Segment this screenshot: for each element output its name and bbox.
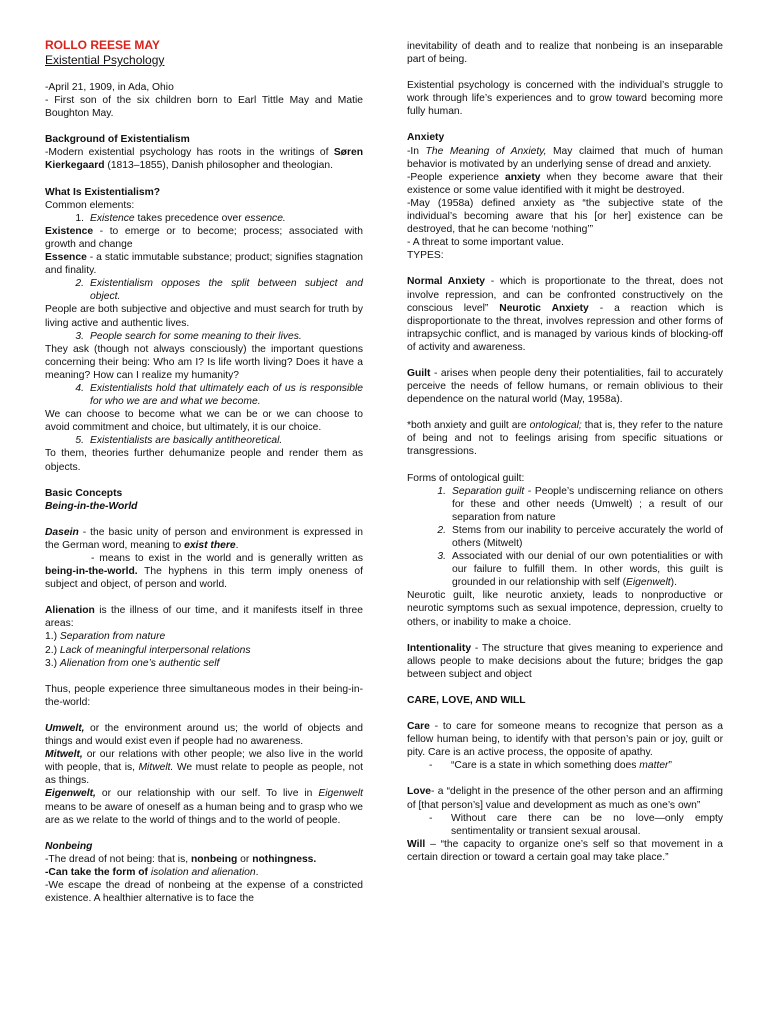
love-note: - Without care there can be no love—only empty sentimentality or transient sexual arousal. xyxy=(429,812,723,837)
existence-definition: Existence - to emerge or to become; process; associated with growth and change xyxy=(45,225,363,250)
eigenwelt-definition: Eigenwelt, or our relationship with our self. To live in Eigenwelt means to be aware of oneself as a human being and to grasp who we are as we relate to the world of things and to the world of people. xyxy=(45,788,363,826)
care-love-will-heading: CARE, LOVE, AND WILL xyxy=(407,694,526,706)
anxiety-line-4: - A threat to some important value. xyxy=(407,237,564,249)
nonbeing-heading: Nonbeing xyxy=(45,840,93,852)
neurotic-guilt-text: Neurotic guilt, like neurotic anxiety, leads to nonproductive or neurotic symptoms such as sexual impotence, depression, cruelty to others, or inability to make a choice. xyxy=(407,590,723,628)
what-heading: What Is Existentialism? xyxy=(45,186,161,198)
alienation-area-3: 3.) Alienation from one’s authentic self xyxy=(45,657,220,669)
paragraph: We can choose to become what we can be or we can choose to avoid commitment and choice, but ultimately, it is our choice. xyxy=(45,409,363,434)
anxiety-line-3: -May (1958a) defined anxiety as “the subjective state of the individual’s becoming aware that his [or her] existence can be destroyed, that he can become ‘nothing’” xyxy=(407,197,723,236)
care-definition: Care - to care for someone means to recognize that person as a fellow human being, to identify with that person’s pain or joy, guilt or pity. Care is an active process, the opposite of apathy. xyxy=(407,721,723,759)
mitwelt-definition: Mitwelt, or our relations with other people; we also live in the world with people, that is, Mitwelt. We must relate to people as people, not as things. xyxy=(45,749,363,787)
list-item: 4. Existentialists hold that ultimately each of us is responsible for who we are and what we become. xyxy=(75,382,363,408)
ontological-note: *both anxiety and guilt are ontological; that is, they refer to the nature of being and not to feelings arising from specific situations or transgressions. xyxy=(407,420,723,458)
forms-heading: Forms of ontological guilt: xyxy=(407,472,525,484)
paragraph: They ask (though not always consciously) the important questions concerning their being: Who am I? Is life worth living? Does it have a meaning? How can I realize my humanity? xyxy=(45,343,363,381)
list-item: 5. Existentialists are basically antitheoretical. xyxy=(75,435,283,447)
document-subtitle: Existential Psychology xyxy=(45,53,165,67)
types-label: TYPES: xyxy=(407,250,444,262)
left-column xyxy=(45,38,363,905)
common-elements-label: Common elements: xyxy=(45,199,135,211)
list-item: 2. Existentialism opposes the split between subject and object. xyxy=(75,278,363,303)
document-title: ROLLO REESE MAY xyxy=(45,38,160,52)
dasein-explanation: - means to exist in the world and is generally written as being-in-the-world. The hyphens in this term imply oneness of subject and object, of person and world. xyxy=(45,553,363,591)
list-item: 3. Associated with our denial of our own potentialities or with our failure to fulfill them. In other words, this guilt is grounded in our relationship with self (Eigenwelt). xyxy=(437,551,723,589)
list-item: 1. Separation guilt - People’s undiscerning reliance on others for these and other needs (Umwelt) ; a result of our separation from nature xyxy=(437,485,723,523)
umwelt-definition: Umwelt, or the environment around us; the world of objects and things and would exist even if people had no awareness. xyxy=(45,722,363,748)
list-item: 2. Stems from our inability to perceive accurately the world of others (Mitwelt) xyxy=(437,524,723,549)
list-item: 1. Existence takes precedence over essence. xyxy=(75,212,286,224)
essence-definition: Essence - a static immutable substance; product; signifies stagnation and finality. xyxy=(45,252,363,277)
bio-family: - First son of the six children born to Earl Tittle May and Matie Boughton May. xyxy=(45,95,363,120)
dasein-definition: Dasein - the basic unity of person and environment is expressed in the German word, meaning to exist there. xyxy=(45,526,363,551)
normal-anxiety-definition: Normal Anxiety - which is proportionate to the threat, does not involve repression, and can be confronted constructively on the conscious level” Neurotic Anxiety - a reaction which is disproportionate to the threat, involves repression and other forms of intrapsychic conflict, and is managed by various kinds of blocking-off of activity and awareness. xyxy=(407,276,723,353)
nonbeing-line-1: -The dread of not being: that is, nonbeing or nothingness. xyxy=(45,853,317,865)
anxiety-line-1: -In The Meaning of Anxiety, May claimed that much of human behavior is motivated by an underlying sense of dread and anxiety. xyxy=(407,145,723,170)
basic-concepts-heading: Basic Concepts xyxy=(45,487,123,499)
love-definition: Love- a “delight in the presence of the other person and an affirming of [that person’s] value and development as much as one’s own” xyxy=(407,786,723,811)
intentionality-definition: Intentionality - The structure that gives meaning to experience and allows people to make decisions about the future; bridges the gap between subject and object xyxy=(407,642,723,680)
alienation-definition: Alienation is the illness of our time, and it manifests itself in three areas: xyxy=(45,605,363,630)
background-heading: Background of Existentialism xyxy=(45,134,190,146)
will-definition: Will – “the capacity to organize one’s self so that movement in a certain direction or toward a certain goal may take place.” xyxy=(407,838,723,863)
modes-intro: Thus, people experience three simultaneous modes in their being-in-the-world: xyxy=(45,683,363,708)
right-column xyxy=(407,40,723,864)
alienation-area-1: 1.) Separation from nature xyxy=(45,631,166,643)
anxiety-line-2: -People experience anxiety when they become aware that their existence or some value identified with it might be destroyed. xyxy=(407,171,723,196)
existential-concern: Existential psychology is concerned with the individual’s struggle to work through life’s experiences and to grow toward becoming more fully human. xyxy=(407,80,723,118)
nonbeing-line-2: -Can take the form of isolation and alienation. xyxy=(45,866,259,878)
being-in-the-world-subheading: Being-in-the-World xyxy=(45,500,138,512)
alienation-area-2: 2.) Lack of meaningful interpersonal relations xyxy=(45,644,251,656)
nonbeing-line-3: -We escape the dread of nonbeing at the expense of a constricted existence. A healthier alternative is to face the xyxy=(45,879,363,905)
continuation-text: inevitability of death and to realize that nonbeing is an inseparable part of being. xyxy=(407,41,723,66)
paragraph: People are both subjective and objective and must search for truth by living active and authentic lives. xyxy=(45,304,363,329)
background-text: -Modern existential psychology has roots in the writings of Søren Kierkegaard (1813–1855), Danish philosopher and theologian. xyxy=(45,147,363,172)
bio-birth: -April 21, 1909, in Ada, Ohio xyxy=(45,82,174,93)
anxiety-heading: Anxiety xyxy=(407,132,445,144)
paragraph: To them, theories further dehumanize people and render them as objects. xyxy=(45,448,363,473)
care-quote: - “Care is a state in which something does matter” xyxy=(429,760,672,772)
guilt-definition: Guilt - arises when people deny their potentialities, fail to accurately perceive the needs of fellow humans, or remain oblivious to their dependence on the natural world (May, 1958a). xyxy=(407,367,723,406)
list-item: 3. People search for some meaning to their lives. xyxy=(75,330,302,342)
